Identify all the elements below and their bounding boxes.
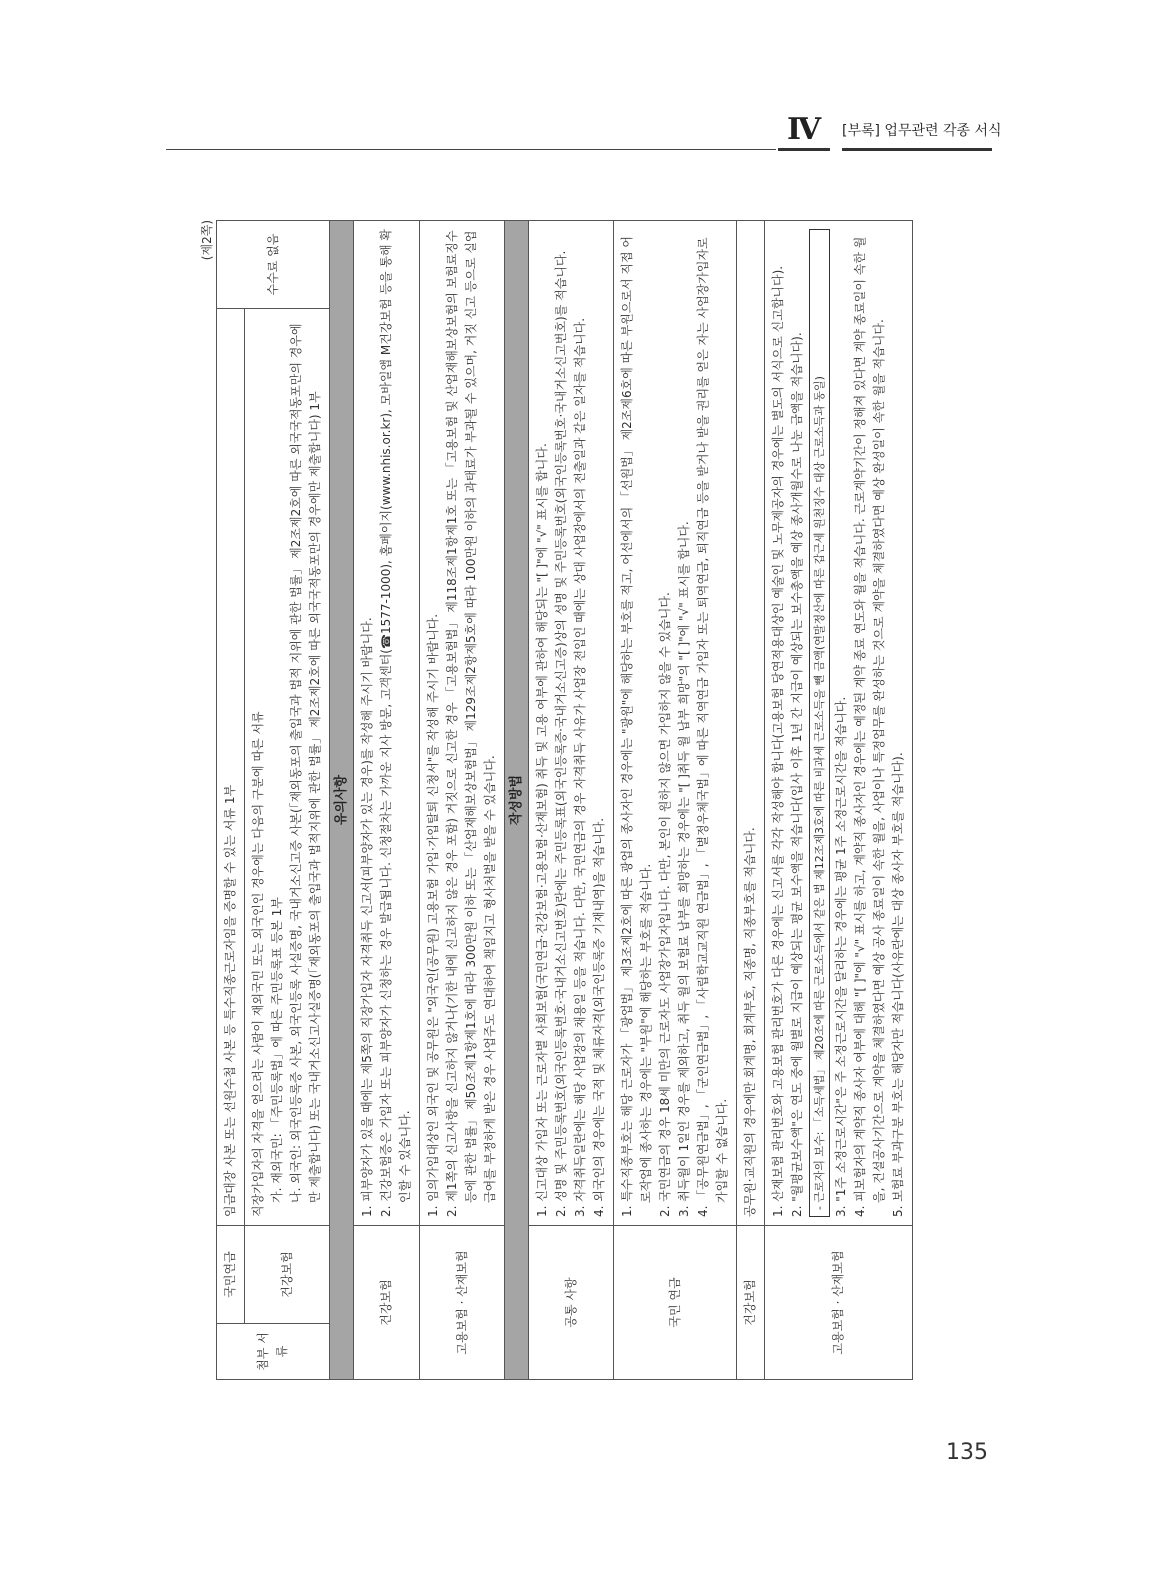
list-item: 2. 성명 및 주민등록번호(외국인등록번호·국내거소신고번호)란에는 주민등록표(외국인등록증·국내거소신고증)상의 성명 및 주민등록번호(외국인등록번호·국내거소신고번호)를 적습니다.	[554, 250, 568, 1217]
instructions-list	[769, 229, 807, 1217]
list-item: 3. "1주 소정근로시간"은 주 소정근로시간을 달리하는 경우에는 평균 1주 소정근로시간을 적습니다.	[834, 696, 848, 1217]
notes-content-employment	[420, 221, 505, 1226]
instructions-list	[618, 229, 732, 1217]
page-number: 135	[946, 1440, 988, 1465]
instructions-header-row	[505, 221, 529, 1380]
header-rule	[166, 149, 776, 150]
notes-insurance-health: 건강보험	[354, 1226, 420, 1380]
form-page-label: (제2쪽)	[200, 220, 214, 261]
chapter-title: [부록] 업무관련 각종 서식	[842, 120, 992, 151]
attachment-row-pension	[217, 221, 245, 1380]
instructions-insurance-employment: 고용보험 · 산재보험	[765, 1226, 913, 1380]
attachment-row-health	[245, 221, 330, 1380]
attachment-line: 직장가입자의 자격을 얻으려는 사람이 재외국민 또는 외국인인 경우에는 다음의 구분에 따른 서류	[251, 711, 265, 1217]
notes-insurance-employment: 고용보험 · 산재보험	[420, 1226, 505, 1380]
list-item: 2. 제1쪽의 신고사항을 신고하지 않거나(기한 내에 신고하지 않은 경우 포함) 거짓으로 신고한 경우 「고용보험법」 제118조제1항제1호 또는 「고용보험 및 산업재해보상보험의 보험료징수 등에 관한 법률」 제50조제1항제1호에 따라 300만원 이하 또는 「산업재해보상보험법」 제129조제2항제5호에 따라 100만원 이하의 과태료가 부과될 수 있으며, 거짓 신고 등으로 실업급여를 부정하게 받은 경우 사업주도 연대하여 책임지고 형사처벌을 받을 수 있습니다.	[445, 230, 497, 1217]
notes-title: 유의사항	[330, 221, 354, 1380]
list-item: 4. 피보험자의 계약직 종사자 여부에 대해 "[ ]"에 "√" 표시를 하고, 계약직 종사자인 경우에는 예정된 계약 종료 연도와 월을 적습니다. 근로계약기간이 정해져 있다면 계약 종료일이 속한 월을, 건설공사기간으로 계약을 체결하였다면 예상 공사 종료일이 속한 월을, 사업이나 특정업무를 완성하는 것으로 계약을 체결하였다면 예상 완성일이 속한 월을 적습니다.	[853, 236, 886, 1217]
instructions-row-common	[529, 221, 614, 1380]
notes-row-employment	[420, 221, 505, 1380]
list-item: 2. "월평균보수액"은 연도 중에 월별로 지급이 예상되는 평균 보수액을 적습니다(입사 이후 1년 간 지급이 예상되는 보수총액을 예상 종사개월수로 나눈 금액을 적습니다).	[790, 332, 804, 1217]
instructions-content-employment	[765, 221, 913, 1226]
form-table	[216, 220, 913, 1380]
wage-definition-box: - 근로자의 보수: 「소득세법」 제20조에 따른 근로소득에서 같은 법 제12조제3호에 따른 비과세 근로소득을 뺀 금액(연말정산에 따른 갑근세 원천징수 대상 근로소득과 동일)	[809, 229, 830, 1217]
instructions-insurance-health: 건강보험	[737, 1226, 765, 1380]
notes-list	[358, 229, 415, 1217]
instructions-list	[533, 229, 609, 1217]
list-item: 1. 피부양자가 있을 때에는 제5쪽의 직장가입자 자격취득 신고서(피부양자가 있는 경우)를 작성해 주시기 바랍니다.	[360, 617, 374, 1217]
list-item: 1. 산재보험 관리번호와 고용보험 관리번호가 다른 경우에는 신고서를 각각 작성해야 합니다(고용보험 당연적용대상인 예술인 및 노무제공자의 경우에는 별도의 서식으로 신고합니다).	[771, 265, 785, 1217]
attachment-label: 첨부 서류	[217, 1324, 330, 1380]
list-item: 5. 보험료 부과구분 부호는 해당자만 적습니다(사유란에는 대상 종사자 부호를 적습니다).	[891, 752, 905, 1217]
list-item: 2. 건강보험증은 가입자 또는 피부양자가 신청하는 경우 발급됩니다. 신청절차는 가까운 지사 방문, 고객센터(☎1577-1000), 홈페이지(www.nhis.or.kr), 모바일앱 M건강보험 등을 통해 확인할 수 있습니다.	[379, 229, 412, 1217]
list-item: 1. 특수직종부호는 해당 근로자가 「광업법」 제3조제2호에 따른 광업의 종사자인 경우에는 "광원"에 해당하는 부호를 적고, 어선에서의 「선원법」 제2조제6호에 따른 부원으로서 직접 어로작업에 종사하는 경우에는 "부원"에 해당하는 부호를 적습니다.	[620, 236, 653, 1217]
instructions-row-pension	[614, 221, 737, 1380]
instructions-row-health	[737, 221, 765, 1380]
notes-header-row	[330, 221, 354, 1380]
list-item: 4. 외국인의 경우에는 국적 및 체류자격(외국인등록증 기재내역)을 적습니다.	[592, 817, 606, 1217]
notes-row-health	[354, 221, 420, 1380]
list-item: 1. 임의가입대상인 외국인 및 공무원은 "외국인(공무원) 고용보험 가입·가입탈퇴 신청서"를 작성해 주시기 바랍니다.	[426, 613, 440, 1217]
list-item: 2. 국민연금의 경우 18세 미만의 근로자도 사업장가입자입니다. 다만, 본인이 원하지 않으면 가입하지 않을 수 있습니다.	[658, 592, 672, 1217]
list-item: 3. 자격취득일란에는 해당 사업장의 채용일 등을 적습니다. 다만, 국민연금의 경우 자격취득 사유가 사업장 전입인 때에는 상대 사업장에서의 전출일과 같은 일자를 적습니다.	[573, 317, 587, 1217]
list-item: 3. 취득월이 1일인 경우를 제외하고, 취득 월의 보험료 납부를 희망하는 경우에는 "[ ]취득 월 납부 희망"의 "[ ]"에 "√" 표시를 합니다.	[677, 521, 691, 1217]
list-item: 1. 신고대상 가입자 또는 근로자별 사회보험(국민연금·건강보험·고용보험·산재보험) 취득 및 고용 여부에 관하여 해당되는 "[ ]"에 "√" 표시를 합니다.	[535, 443, 549, 1217]
fee-label: 수수료 없음	[217, 221, 330, 309]
list-item: 4. 「공무원연금법」, 「군인연금법」, 「사립학교교직원 연금법」, 「별정우체국법」에 따른 직역연금 가입자 또는 퇴역연금, 퇴직연금 등을 받거나 받을 권리를 얻은 자는 사업장가입자로 가입할 수 없습니다.	[696, 237, 729, 1217]
attachment-line: 가. 재외국민: 「주민등록법」에 따른 주민등록표 등본 1부	[270, 897, 284, 1203]
instructions-row-employment	[765, 221, 913, 1380]
rotated-form	[198, 220, 914, 1380]
instructions-insurance-pension: 국민 연금	[614, 1226, 737, 1380]
instructions-content-pension	[614, 221, 737, 1226]
instructions-content-common	[529, 221, 614, 1226]
attachment-content-health	[245, 309, 330, 1226]
instructions-list	[832, 229, 908, 1217]
instructions-insurance-common: 공통 사항	[529, 1226, 614, 1380]
instructions-title: 작성방법	[505, 221, 529, 1380]
attachment-insurance-pension: 국민연금	[217, 1226, 245, 1324]
attachment-line: 나. 외국인: 외국인등록증 사본, 외국인등록 사실증명, 국내거소신고증 사본(「재외동포의 출입국과 법적 지위에 관한 법률」 제2조제2호에 따른 외국국적동포만의 경우에만 제출합니다) 또는 국내거소신고사실증명(「재외동포의 출입국과 법적지위에 관한 법률」 제2조제2호에 따른 외국국적동포만의 경우에만 제출합니다) 1부	[289, 323, 322, 1203]
attachment-insurance-health: 건강보험	[245, 1226, 330, 1324]
instructions-content-health: 공무원·교직원의 경우에만 회계명, 회계부호, 직종명, 직종부호를 적습니다.	[737, 221, 765, 1226]
notes-list	[424, 229, 500, 1217]
notes-content-health	[354, 221, 420, 1226]
attachment-content-pension: 임금대장 사본 또는 선원수첩 사본 등 특수직종근로자임을 증명할 수 있는 서류 1부	[217, 309, 245, 1226]
chapter-number: Ⅳ	[778, 112, 830, 151]
insurance-form-page2	[198, 220, 913, 1380]
